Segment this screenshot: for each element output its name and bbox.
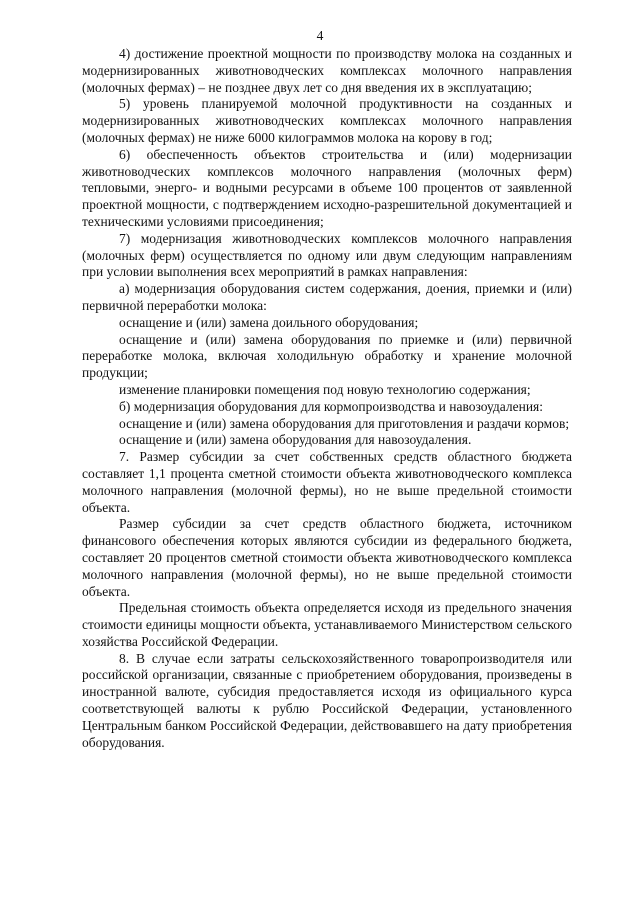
paragraph-subitem-a: а) модернизация оборудования систем содержания, доения, приемки и (или) первичной переработки молока: (82, 281, 572, 313)
paragraph-item-7: 7) модернизация животноводческих комплексов молочного направления (молочных ферм) осуществляется по одному или двум следующим направлениям при условии выполнения всех мероприятий в рамках направления: (82, 230, 572, 280)
paragraph-section-8: 8. В случае если затраты сельскохозяйственного товаропроизводителя или российской организации, связанные с приобретением оборудования, произведены в иностранной валюте, субсидия предоставляется исходя из официального курса соответствующей валюты к рублю Российской Федерации, установленного Центральным банком Российской Федерации, действовавшего на дату приобретения оборудования. (82, 650, 572, 750)
paragraph-subitem-b: б) модернизация оборудования для кормопроизводства и навозоудаления: (119, 398, 543, 414)
paragraph-section-7: 7. Размер субсидии за счет собственных средств областного бюджета составляет 1,1 процента сметной стоимости объекта животноводческого комплекса молочного направления (молочной фермы), но не выше предельной стоимости объекта. (82, 449, 572, 515)
paragraph-feed-equipment: оснащение и (или) замена оборудования для приготовления и раздачи кормов; (119, 415, 570, 431)
paragraph-manure-equipment: оснащение и (или) замена оборудования для навозоудаления. (119, 432, 472, 448)
paragraph-milking-equipment: оснащение и (или) замена доильного оборудования; (119, 314, 419, 330)
paragraph-item-4: 4) достижение проектной мощности по производству молока на созданных и модернизированных животноводческих комплексах молочного направления (молочных фермах) – не позднее двух лет со дня введения их в эксплуатацию; (82, 46, 572, 95)
paragraph-max-cost: Предельная стоимость объекта определяется исходя из предельного значения стоимости единицы мощности объекта, устанавливаемого Министерством сельского хозяйства Российской Федерации. (82, 600, 572, 649)
paragraph-federal-subsidy: Размер субсидии за счет средств областного бюджета, источником финансового обеспечения которых являются субсидии из федерального бюджета, составляет 20 процентов сметной стоимости объекта животноводческого комплекса молочного направления (молочной фермы), но не выше предельной стоимости объекта. (82, 516, 572, 599)
paragraph-milk-processing-equipment: оснащение и (или) замена оборудования по приемке и (или) первичной переработке молока, включая холодильную обработку и хранение молочной продукции; (82, 331, 572, 381)
document-body (82, 46, 572, 751)
page-number: 4 (316, 28, 324, 43)
paragraph-item-6: 6) обеспеченность объектов строительства и (или) модернизации животноводческих комплексов молочного направления (молочных ферм) тепловыми, энерго- и водными ресурсами в объеме 100 процентов от заявленной проектной мощности, с подтверждением исходно-разрешительной документацией и техническими условиями присоединения; (82, 146, 572, 229)
paragraph-item-5: 5) уровень планируемой молочной продуктивности на созданных и модернизированных животноводческих комплексах молочного направления (молочных фермах) не ниже 6000 килограммов молока на корову в год; (82, 96, 572, 145)
paragraph-layout-change: изменение планировки помещения под новую технологию содержания; (119, 381, 531, 397)
